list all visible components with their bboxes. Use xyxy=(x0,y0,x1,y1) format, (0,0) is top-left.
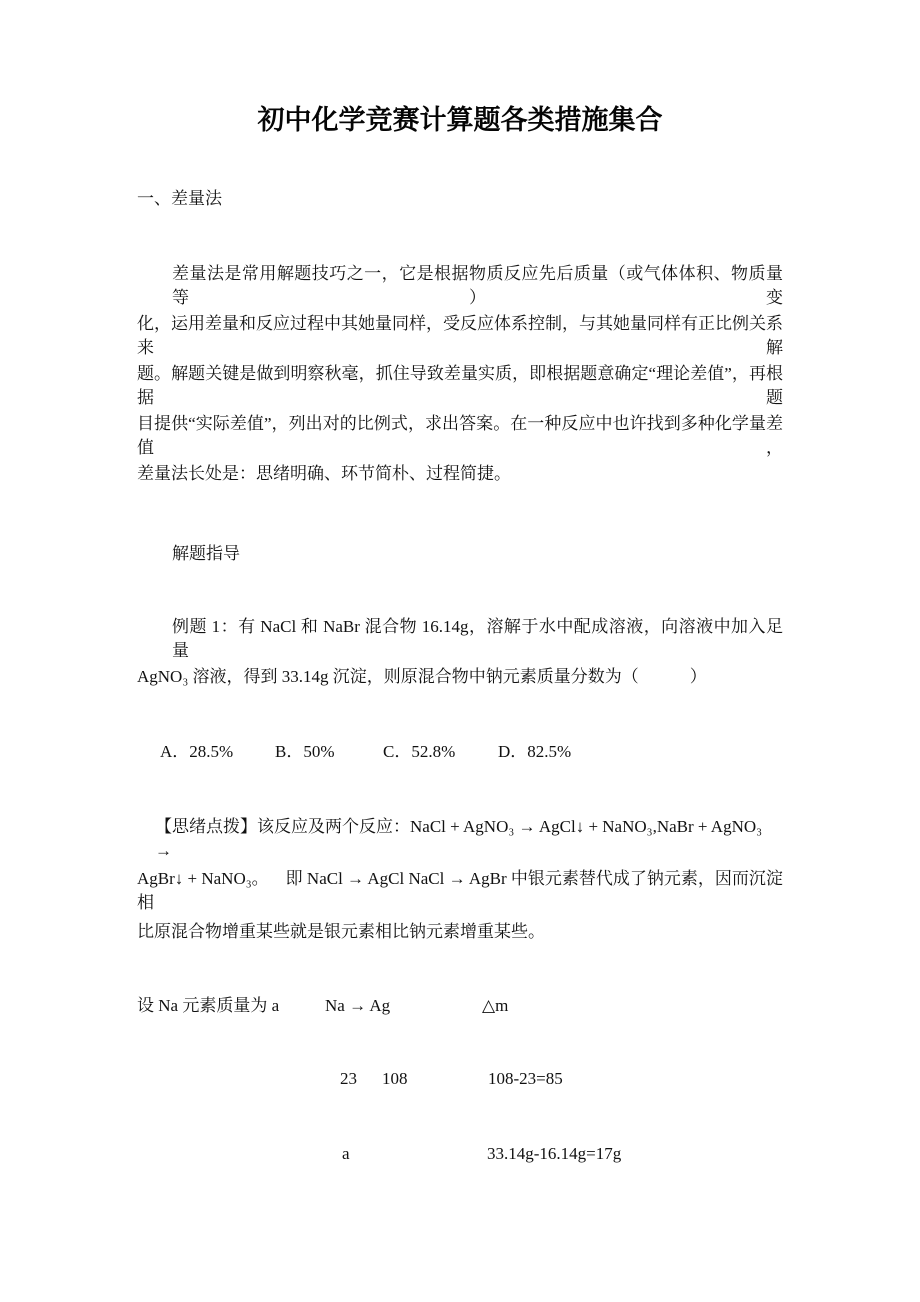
intro-line-1: 差量法是常用解题技巧之一，它是根据物质反应先后质量（或气体体积、物质量等）变 xyxy=(172,264,783,307)
example-line-2: AgNO₃ 溶液，得到 33.14g 沉淀，则原混合物中钠元素质量分数为（ ） xyxy=(137,667,707,686)
molar-mass-ag: 108 xyxy=(382,1069,408,1088)
intro-line-3: 题。解题关键是做到明察秋毫，抓住导致差量实质，即根据题意确定“理论差值”，再根据题 xyxy=(137,364,783,407)
hint-line-1: 【思绪点拨】该反应及两个反应：NaCl + AgNO₃ → AgCl↓ + NaNO₃,NaBr + AgNO₃ → xyxy=(155,817,767,860)
option-d: D．82.5% xyxy=(498,742,572,761)
guide-heading: 解题指导 xyxy=(172,544,240,563)
section-heading: 一、差量法 xyxy=(137,189,222,208)
option-b: B．50% xyxy=(275,742,335,761)
intro-line-4: 目提供“实际差值”，列出对的比例式，求出答案。在一种反应中也许找到多种化学量差值， xyxy=(137,414,783,457)
molar-mass-na: 23 xyxy=(340,1069,357,1088)
solution-assumption: 设 Na 元素质量为 a xyxy=(137,996,280,1015)
actual-delta: 33.14g-16.14g=17g xyxy=(487,1144,622,1163)
example-line-1: 例题 1：有 NaCl 和 NaBr 混合物 16.14g，溶解于水中配成溶液，向溶液中加入足量 xyxy=(172,617,783,660)
molar-delta: 108-23=85 xyxy=(488,1069,563,1088)
solution-delta-label: △m xyxy=(482,996,509,1015)
hint-line-2: AgBr↓ + NaNO₃。 即 NaCl → AgCl NaCl → AgBr 中银元素替代成了钠元素，因而沉淀相 xyxy=(137,869,783,912)
solution-relation: Na → Ag xyxy=(325,996,391,1015)
option-c: C．52.8% xyxy=(383,742,456,761)
intro-line-2: 化，运用差量和反应过程中其她量同样，受反应体系控制，与其她量同样有正比例关系来解 xyxy=(137,314,783,357)
option-a: A．28.5% xyxy=(160,742,234,761)
unknown-mass: a xyxy=(342,1144,350,1163)
intro-line-5: 差量法长处是：思绪明确、环节简朴、过程简捷。 xyxy=(137,464,511,483)
hint-line-3: 比原混合物增重某些就是银元素相比钠元素增重某些。 xyxy=(137,922,545,941)
document-title: 初中化学竞赛计算题各类措施集合 xyxy=(257,105,663,135)
